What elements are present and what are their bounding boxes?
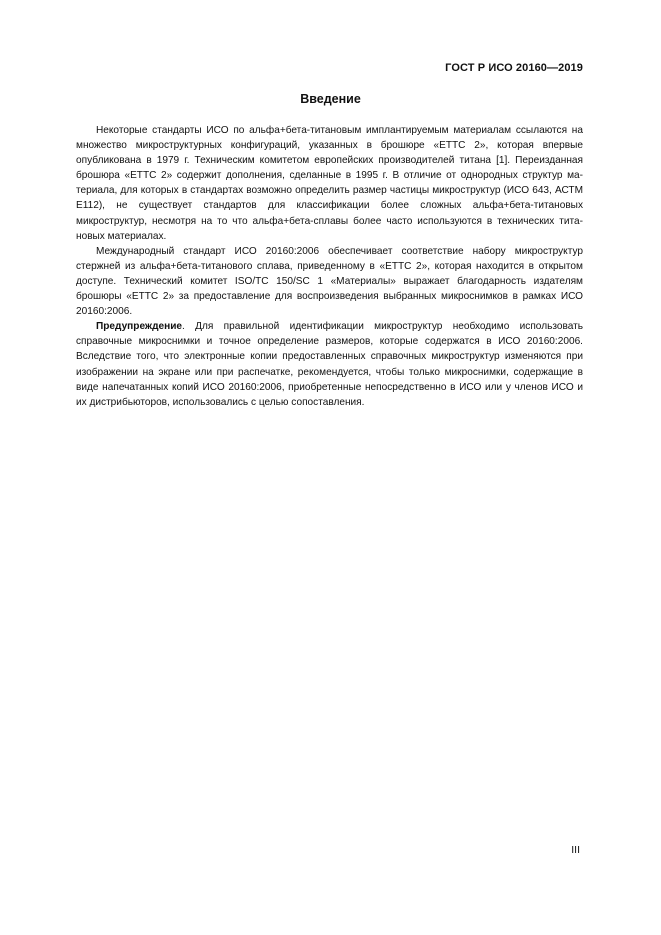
paragraph-2 — [76, 244, 583, 319]
warning-lead: Предупреждение — [96, 321, 183, 333]
paragraph-1-text: Некоторые стандарты ИСО по альфа+бета-титановым имплантируемым материалам ссылаются на множество микроструктурных конфигураций, указанных в брошюре «ETTC 2», которая впервые опубликована в 1979 г. Техническим комитетом европейских производителей титана [1]. Переизданная брошюра «ETTC 2» содержит дополнения, сделанные в 1995 г. В отличие от однородных структур материала, для которых в стандартах возможно определить размер частицы микроструктур (ИСО 643, АСТМ Е112), не существует стандартов для классификации более сложных альфа+бета-титановых микроструктур, несмотря на то что альфа+бета-сплавы более часто используются в технических титановых материалах. — [76, 125, 583, 242]
paragraph-2-text: Международный стандарт ИСО 20160:2006 обеспечивает соответствие набору микроструктур стержней из альфа+бета-титанового сплава, приведенному в «ETTC 2», которая находится в открытом доступе. Технический комитет ISO/TC 150/SC 1 «Материалы» выражает благодарность издателям брошюры «ETTC 2» за предоставление для воспроизведения выбранных микроснимков в рамках ИСО 20160:2006. — [76, 245, 583, 318]
section-title: Введение — [300, 92, 361, 106]
paragraph-1 — [76, 123, 583, 244]
paragraph-3-text: . Для правильной идентификации микроструктур необходимо использовать справочные микроснимки и точное определение размеров, которые содержатся в ИСО 20160:2006. Вследствие того, что электронные копии предоставленных справочных микроструктур изменяются при изображении на экране или при распечатке, рекомендуется, чтобы только микроснимки, содержащие в виде напечатанных копий ИСО 20160:2006, приобретенные непосредственно в ИСО или у членов ИСО и их дистрибьюторов, использовались с целью сопоставления. — [76, 321, 583, 408]
paragraph-3 — [76, 319, 583, 410]
introduction-body — [76, 123, 583, 410]
standard-id-header: ГОСТ Р ИСО 20160—2019 — [445, 62, 583, 74]
page-number: III — [571, 844, 580, 856]
